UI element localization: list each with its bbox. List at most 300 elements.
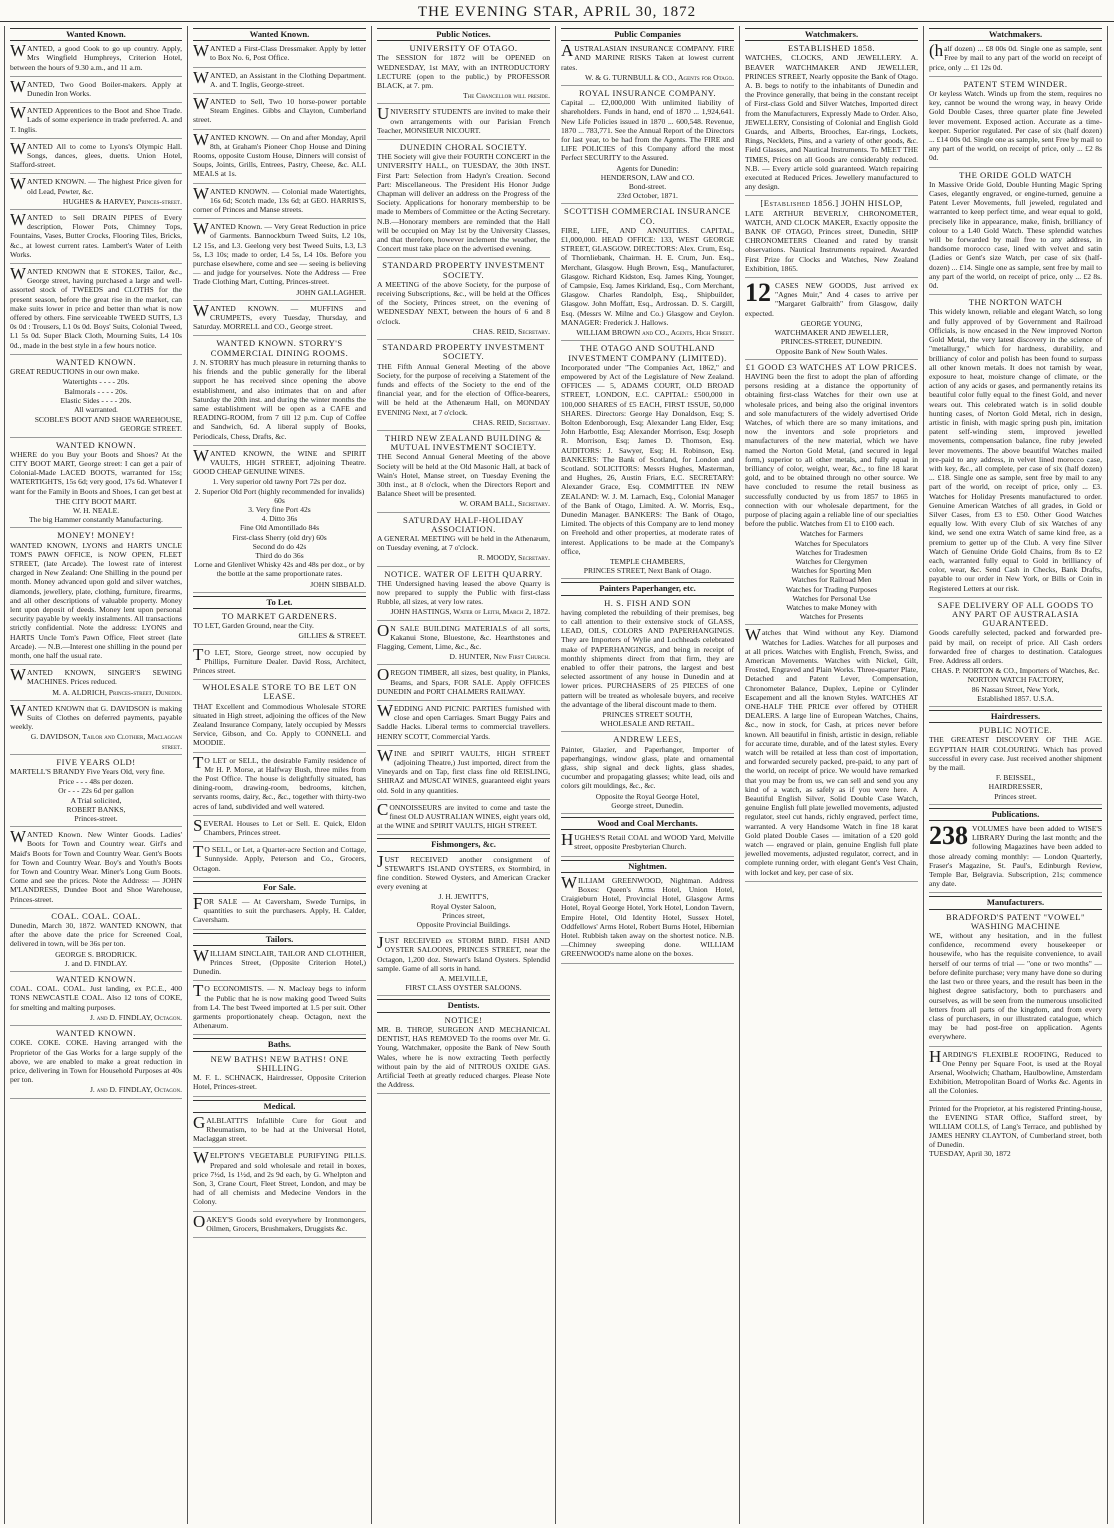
ad-body: VOLUMES have been added to WISE'S LIBRARY During the last month; and the following Magazines have been added to those already coming monthly: — London Quarterly, Fraser's Magazine, St. Paul's, Edinburgh Review, Temple Bar, Belgravia. Subscription, 21s; commence any date.	[929, 824, 1102, 889]
advertisement	[193, 129, 366, 184]
ad-line: Watches for Clergymen	[795, 556, 868, 566]
ad-signature: J. and D. FINDLAY, Octagon.	[89, 1012, 182, 1022]
ad-headline: WANTED KNOWN.	[55, 974, 136, 985]
ad-lines	[10, 497, 182, 525]
ad-big-number: 238	[929, 821, 968, 851]
advertisement	[377, 933, 550, 996]
ad-lines	[193, 477, 366, 578]
ad-lines	[745, 319, 918, 356]
ad-body: GREAT REDUCTIONS in our own make.	[10, 367, 140, 377]
advertisement	[193, 894, 366, 930]
advertisement	[745, 199, 918, 278]
ad-line: J. H. JEWITT'S,	[438, 892, 489, 902]
ad-body: WANTED, Two Good Boiler-makers. Apply at Dunedin Iron Works.	[10, 76, 182, 99]
ad-line: A Trial solicited,	[70, 795, 122, 805]
advertisement	[10, 264, 182, 355]
advertisement	[377, 343, 550, 431]
ad-body: WILLIAM GREENWOOD, Nightman. Address Boxes: Queen's Arms Hotel, Union Hotel, Craigieburn Hotel, Provincial Hotel, Glasgow Arms Hotel, Royal George Hotel, York Hotel, London Tavern, Empire Hotel, Old Identity Hotel, Sussex Hotel, Oddfellows' Arms Hotel, Robert Burns Hotel, Hibernian Hotel. Rubbish taken away on the shortest notice. N.B.—Chimney sweeping done. WILLIAM GREENWOOD's name alone on the boxes.	[561, 872, 734, 959]
ad-body: WANTED Known. New Winter Goods. Ladies' Boots for Town and Country wear. Girl's and Maid's Boots for Town and Country Wear. Gent's Boots for Town and Country Wear. Boy's and Youth's Boots for Town and Country Wear. Miner's Long Gum Boots. Come and see the prices. Note the Address: — JOHN M'LANDRESS, Dundee Boot and Shoe Warehouse, Princes-street.	[10, 827, 182, 904]
advertisement	[10, 531, 182, 665]
section-heading: Hairdressers.	[929, 710, 1102, 723]
section-heading: Dentists.	[377, 999, 550, 1012]
ad-line: A. MELVILLE,	[439, 974, 488, 984]
advertisement	[193, 67, 366, 94]
ad-body: THE Society will give their FOURTH CONCERT in the UNIVERSITY HALL, on TUESDAY, the 30th INST. First Part: Selection from Hadyn's Creation. Second Part: Miscellaneous. The President His Honor Judge Chapman will deliver an address on the Progress of the Society. Applications for honorary membership to be made to Members of Committee or the Acting Secretary. N.B.—Honorary members are reminded that the Hall will be occupied on May 1st by the University Classes, and that therefore, however inclement the weather, the Concert must take place on the advertised evening.	[377, 152, 550, 254]
ad-body: OREGON TIMBER, all sizes, best quality, in Planks, Beams, and Spars, FOR SALE. Apply OFFICES DUNEDIN and PORT CHALMERS RAILWAY.	[377, 665, 550, 696]
ad-line: HENDERSON, LAW and CO.	[600, 172, 695, 182]
ad-line: Or - - - 22s 6d per gallon	[58, 786, 134, 796]
advertisement	[929, 821, 1102, 893]
ad-body: TO SELL, or Let, a Quarter-acre Section and Cottage, Sunnyside. Apply, Peterson and Co., Grocers, Octagon.	[193, 842, 366, 873]
ad-headline: WANTED KNOWN.	[55, 1028, 136, 1039]
advertisement	[10, 76, 182, 103]
ad-line: Agents for Dunedin:	[616, 163, 679, 173]
ad-signature: W. & G. TURNBULL & CO., Agents for Otago.	[585, 72, 734, 82]
ad-headline: WANTED KNOWN.	[55, 439, 136, 450]
masthead-title: THE EVENING STAR, APRIL 30, 1872	[417, 4, 697, 20]
ad-body: HUGHES'S Retail COAL and WOOD Yard, Melville street, opposite Presbyterian Church.	[561, 830, 734, 852]
advertisement	[193, 183, 366, 220]
advertisement	[377, 516, 550, 567]
ad-line: Elastic Sides - - - - 20s.	[60, 395, 132, 405]
advertisement	[377, 799, 550, 836]
ad-body: WANTED KNOWN, LYONS and HARTS UNCLE TOM'S PAWN OFFICE, is NOW OPEN, FLEET STREET, (late Arcade). The lowest rate of interest charged in New Zealand: One Shilling in the pound per month. Money advanced upon gold and silver watches, diamonds, jewellery, plate, clothing, furniture, firearms, and all other descriptions of valuable property. Money lent upon deposit of deeds. Money lent upon personal security payable by weekly instalments. All transactions strictly confidential. Note the address: LYONS and HARTS Uncle Tom's Pawn Office, Fleet street (late Arcade). — N.B.—Interest one shilling in the pound per month, one half the usual rate.	[10, 540, 182, 660]
advertisement	[929, 298, 1102, 598]
ad-headline: WHOLESALE STORE TO BE LET ON LEASE.	[202, 682, 357, 702]
ad-line: FIRST CLASS OYSTER SALOONS.	[405, 983, 522, 993]
ad-body: THAT Excellent and Commodious Wholesale STORE situated in High street, adjoining the offices of the New Zealand Insurance Company, lately occupied by Messrs Service, Gibson, and Co. Apply to CONNELL and MOODIE.	[193, 701, 366, 748]
ad-headline: THE NORTON WATCH	[968, 297, 1063, 308]
ad-body: MARTELL'S BRANDY Five Years Old, very fine.	[10, 767, 165, 777]
ad-line: George street, Dunedin.	[611, 800, 684, 810]
ad-line: Watches for Farmers	[799, 529, 864, 539]
ad-body: WANTED Apprentices to the Boot and Shoe Trade. Lads of some experience in trade preferred. A. and T. Inglis.	[10, 103, 182, 134]
ad-lines	[377, 892, 550, 929]
section-heading: Watchmakers.	[745, 28, 918, 41]
ad-lines	[745, 529, 918, 621]
ad-headline: STANDARD PROPERTY INVESTMENT SOCIETY.	[382, 342, 545, 362]
ad-headline: WANTED KNOWN. STORRY'S COMMERCIAL DINING ROOMS.	[210, 338, 349, 358]
ad-body: J. N. STORRY has much pleasure in returning thanks to his friends and the public generally for the liberal support he has received since opening the above establishment, and also intimates that on and after Saturday the 20th inst. and during the winter months the same establishment will be open as a CAFE and READING-ROOM, from 7 till 12 p.m. Cup of Coffee and Sandwich, 6d. A liberal supply of Books, Periodicals, Chess, Drafts, &c.	[193, 357, 366, 441]
advertisement	[10, 210, 182, 264]
ad-line: WHOLESALE AND RETAIL.	[600, 719, 695, 729]
ad-body: WANTED a First-Class Dressmaker. Apply by letter to Box No. 6, Post Office.	[193, 41, 366, 63]
ad-body: TO LET, Garden Ground, near the City.	[193, 621, 314, 631]
ad-line: Bond-street.	[628, 182, 667, 192]
advertisement	[10, 700, 182, 755]
ad-line: NORTON WATCH FACTORY,	[967, 675, 1064, 685]
column-3	[372, 26, 556, 1524]
ad-body: WHERE do you Buy your Boots and Shoes? At the CITY BOOT MART, George street: I can get a pair of Colonial-Made LACED BOOTS, warranted for 15s; WATERTIGHTS, 15s 6d; very good, 17s 6d. Whatever I want for the Family in Boots and Shoes, I can get best at	[10, 449, 182, 496]
ad-line: PRINCES STREET SOUTH,	[602, 710, 693, 720]
section-heading: Wanted Known.	[10, 28, 182, 41]
advertisement	[193, 644, 366, 681]
advertisement	[377, 665, 550, 701]
ad-headline: THE OTAGO AND SOUTHLAND INVESTMENT COMPANY (LIMITED).	[568, 343, 727, 363]
advertisement	[745, 363, 918, 626]
ad-body: HAVING been the first to adopt the plan of affording persons residing at a distance the opportunity of obtaining first-class Watches for their own use at wholesale prices, and being also the original inventors and sole manufacturers of the widely advertised Oride Watches, of which there are so many imitations, and now the inventors and sole proprietors and manufacturers of the new material, which we have named the Norton Gold Metal, (and secured in legal form,) superior to all other metals, and fully equal in brilliancy of color, weight, wear, &c., to fine 18 karat gold, and to be obtained through no other source. We have concluded to resume the retail business as successfully conducted by us from 1857 to 1865 in connection with our wholesale department, for the purpose of placing again a reliable line of our specialties before the public. Watches from £1 to £100 each.	[745, 371, 918, 529]
ad-headline: ESTABLISHED 1858.	[787, 43, 876, 54]
ad-headline: MONEY! MONEY!	[57, 530, 135, 541]
ad-line: Watches for Sporting Men	[791, 566, 872, 576]
section-heading: Public Companies	[561, 28, 734, 41]
advertisement	[377, 851, 550, 934]
ad-lines	[561, 792, 734, 810]
ad-headline: £1 GOOD £3 WATCHES AT LOW PRICES.	[745, 361, 918, 372]
ad-signature: The Chancellor will preside.	[462, 91, 550, 101]
advertisement	[377, 44, 550, 104]
ad-line: All warranted.	[74, 404, 118, 414]
ad-line: W. H. NEALE.	[72, 505, 120, 515]
advertisement	[10, 665, 182, 701]
ad-body: FIRE, LIFE, AND ANNUITIES. CAPITAL, £1,000,000. HEAD OFFICE: 133, WEST GEORGE STREET, GLASGOW. DIRECTORS: Alex. Crum, Esq., of Thornliebank, Chairman. H. E. Crum, Jun. Esq., Merchant, Glasgow. Hugh Brown, Esq., Manufacturer, Glasgow. Richard Kidston, Esq. James King, Younger, of Campsie, Esq. James Kirkland, Esq., Corn Merchant, Glasgow. Charles Randolph, Esq., Shipbuilder, Glasgow. John Moffatt, Esq., Ardrossan. D. S. Cargill, Esq. (Messrs W. Milne and Co.) Glasgow and Ceylon. MANAGER: Frederick J. Hallows.	[561, 225, 734, 327]
advertisement	[10, 758, 182, 827]
ad-lines	[561, 710, 734, 728]
advertisement	[10, 441, 182, 529]
ad-line: WATCHMAKER AND JEWELLER,	[774, 328, 889, 338]
ad-headline: SAFE DELIVERY OF ALL GOODS TO ANY PART OF AUSTRALASIA GUARANTEED.	[937, 599, 1094, 629]
ad-line: PRINCES-STREET, DUNEDIN.	[780, 337, 883, 347]
advertisement	[929, 913, 1102, 1047]
ad-line: 3. Very fine Port 42s	[248, 504, 311, 514]
ad-signature: W. ORAM BALL, Secretary.	[459, 499, 550, 509]
ad-body: AUSTRALASIAN INSURANCE COMPANY. FIRE AND MARINE RISKS Taken at lowest current rates.	[561, 41, 734, 72]
ad-body: THE Fifth Annual General Meeting of the above Society, for the purpose of receiving a Statement of the funds and effects of the Society to the end of the financial year, and for the election of Office-bearers, will be held at the Athenæum Hall, on MONDAY EVENING Next, at 7 o'clock.	[377, 361, 550, 417]
section-heading: Baths.	[193, 1038, 366, 1051]
ad-lines	[377, 974, 550, 992]
ad-line: Opposite the Royal George Hotel,	[595, 791, 700, 801]
ad-line: Lorne and Glenlivet Whisky 42s and 48s per doz., or by the bottle at the same proportionate rates.	[194, 560, 365, 579]
section-heading: To Let.	[193, 596, 366, 609]
ad-headline: DUNEDIN CHORAL SOCIETY.	[399, 142, 528, 153]
ad-body: WANTED, a good Cook to go up country. Apply, Mrs Wingfield Humphreys, Criterion Hotel, between the hours of 9.30 a.m., and 11 a.m.	[10, 41, 182, 72]
ad-lines	[561, 164, 734, 201]
ad-body: UNIVERSITY STUDENTS are invited to make their own arrangements with our Parisian French Teacher, MONSIEUR NICOURT.	[377, 104, 550, 135]
advertisement	[377, 261, 550, 340]
ad-line: Price - - - 48s per dozen.	[58, 777, 134, 787]
ad-body: COKE. COKE. COKE. Having arranged with the Proprietor of the Gas Works for a large supply of the above, we are enabled to make a great reduction in price, delivering in Town for Household Purposes at 40s per ton.	[10, 1038, 182, 1085]
ad-body: WELPTON'S VEGETABLE PURIFYING PILLS. Prepared and sold wholesale and retail in boxes, price 7½d, 1s 1½d, and 2s 9d each, by G. Whelpton and Son, 3, Crane Court, Fleet Street, London, and may be had of all chemists and Medecine Vendors in the Colony.	[193, 1148, 366, 1207]
advertisement	[193, 1112, 366, 1149]
ad-body: Or keyless Watch. Winds up from the stem, requires no key, cannot be wound the wrong way, in heavy Oride Gold Double Cases, three quarter plate fine Jeweled lever movement. Exposed action. Accurate as a time-keeper. Superior regulated. Per case of six (half dozen) ... £14 00s 0d. Single one as sample, sent Free by mail to any part of the world, on receipt of price, only ... £2 8s 0d.	[929, 89, 1102, 163]
ad-body: THE Second Annual General Meeting of the above Society will be held at the Old Masonic Hall, at back of Wain's Hotel, Manse street, on Tuesday Evening the 30th inst., at 8 o'clock, when the Directors Report and Balance Sheet will be presented.	[377, 452, 550, 499]
column-4	[556, 26, 740, 1524]
advertisement	[10, 1029, 182, 1098]
advertisement	[377, 104, 550, 140]
imprint-date: TUESDAY, April 30, 1872	[929, 1148, 1011, 1158]
advertisement	[561, 207, 734, 341]
ad-line: Third do do 36s	[255, 550, 304, 560]
ad-line: Princes street.	[994, 791, 1037, 801]
ad-body: M. F. L. SCHNACK, Hairdresser, Opposite Criterion Hotel, Princes-street.	[193, 1073, 366, 1092]
advertisement	[929, 601, 1102, 707]
advertisement	[193, 339, 366, 445]
ad-line: J. and D. FINDLAY.	[64, 958, 128, 968]
ad-headline: PATENT STEM WINDER.	[963, 78, 1068, 89]
ad-line: Royal Oyster Saloon,	[430, 901, 497, 911]
ad-line: HAIRDRESSER,	[988, 782, 1043, 792]
advertisement	[193, 1055, 366, 1097]
ad-signature: HUGHES & HARVEY, Princes-street.	[62, 196, 182, 206]
ad-line: Watches for Railroad Men	[791, 575, 872, 585]
ad-lines	[929, 666, 1102, 703]
advertisement	[10, 975, 182, 1026]
advertisement	[561, 599, 734, 733]
ad-line: THE CITY BOOT MART.	[55, 496, 137, 506]
ad-line: 86 Nassau Street, New York,	[971, 684, 1060, 694]
ad-headline: NOTICE. WATER OF LEITH QUARRY.	[384, 568, 543, 579]
ad-signature: R. MOODY, Secretary.	[477, 553, 550, 563]
column-5	[740, 26, 924, 1524]
advertisement	[193, 842, 366, 878]
ad-line: PRINCES STREET, Next Bank of Otago.	[583, 566, 712, 576]
advertisement	[193, 683, 366, 752]
advertisement	[193, 981, 366, 1035]
ad-body: A GENERAL MEETING will be held in the Athenæum, on Tuesday evening, at 7 o'clock.	[377, 533, 550, 553]
newspaper-page	[4, 26, 1110, 1524]
ad-body: WANTED KNOWN, SINGER'S SEWING MACHINES. Prices reduced.	[10, 665, 182, 687]
advertisement	[377, 745, 550, 800]
ad-body: MR. B. THROP, SURGEON AND MECHANICAL DENTIST, HAS REMOVED To the rooms over Mr. G. Young, Watchmaker, opposite the Bank of New South Wales, where he is now extracting Teeth perfectly without pain by the aid of NITROUS OXIDE GAS. Artificial Teeth at greatly reduced charges. Please Note the Address.	[377, 1024, 550, 1090]
ad-body: CONNOISSEURS are invited to come and taste the finest OLD AUSTRALIAN WINES, eight years old, at the WINE and SPIRIT VAULTS, HIGH STREET.	[377, 799, 550, 831]
ad-headline: ROYAL INSURANCE COMPANY.	[578, 88, 717, 99]
ad-lines	[10, 777, 182, 823]
ad-body: WANTED KNOWN. — On and after Monday, April 8th, at Graham's Pioneer Chop House and Dining Rooms, opposite Custom House, Dinners will consist of Soups, Joints, Grills, Entrees, Pastry, Cheese, &c. ALL MEALS at 1s.	[193, 129, 366, 179]
ad-lines	[929, 773, 1102, 801]
ad-headline: THIRD NEW ZEALAND BUILDING & MUTUAL INVESTMENT SOCIETY.	[384, 432, 543, 453]
advertisement	[561, 872, 734, 964]
ad-line: 1. Very superior old tawny Port 72s per doz.	[212, 477, 347, 487]
advertisement	[377, 620, 550, 666]
ad-body: COAL. COAL. COAL. Just landing, ex P.C.E., 400 TONS NEWCASTLE COAL. Also 12 tons of COKE, for smelting and malting purposes.	[10, 984, 182, 1012]
advertisement	[929, 1046, 1102, 1101]
advertisement	[561, 735, 734, 814]
section-heading: Manufacturers.	[929, 896, 1102, 909]
advertisement	[10, 138, 182, 175]
ad-signature: J. and D. FINDLAY, Octagon.	[89, 1085, 182, 1095]
ad-line: CHAS. P. NORTON & CO., Importers of Watches, &c.	[931, 666, 1100, 676]
advertisement	[745, 278, 918, 360]
ad-body: LATE ARTHUR BEVERLY, CHRONOMETER, WATCH, AND CLOCK MAKER, Exactly opposite the BANK OF OTAGO, Princes street, Dunedin, SHIP CHRONOMETERS Cleaned and rated by transit observations. Nautical Instruments repaired. Awarded First Prize for Clocks and Watches, New Zealand Exhibition, 1865.	[745, 208, 918, 273]
advertisement	[561, 830, 734, 856]
advertisement	[193, 445, 366, 593]
ad-body: WANTED KNOWN, the WINE and SPIRIT VAULTS, HIGH STREET, adjoining Theatre. GOOD CHEAP GENUINE WINES.	[193, 445, 366, 477]
ad-headline: STANDARD PROPERTY INVESTMENT SOCIETY.	[382, 260, 545, 280]
advertisement	[193, 94, 366, 130]
ad-body: SEVERAL Houses to Let or Sell. E. Quick, Eldon Chambers, Princes street.	[193, 815, 366, 838]
ad-line: GEORGE YOUNG,	[800, 318, 863, 328]
ad-body: WANTED KNOWN. — Colonial made Watertights, 16s 6d; Scotch made, 13s 6d; at GEO. HARRIS'S, corner of Princes and Manse streets.	[193, 183, 366, 215]
ad-body: OAKEY'S Goods sold everywhere by Ironmongers, Oilmen, Grocers, Brushmakers, Druggists &c.	[193, 1211, 366, 1233]
ad-headline: FIVE YEARS OLD!	[56, 756, 136, 767]
advertisement	[377, 701, 550, 746]
advertisement	[561, 41, 734, 86]
ad-body: Incorporated under "The Companies Act, 1862," and empowered by Act of the Legislature of New Zealand. OFFICES — 5, ADAMS COURT, OLD BROAD STREET, LONDON, E.C. CAPITAL: £500,000 in 100,000 SHARES of £5 EACH, FIRST ISSUE, 50,000 SHARES. Directors: George Hay Donaldson, Esq; S. Bolton Edenborough, Esq; Alexander Lang Elder, Esq; John Harbottle, Esq; Alexander Morrison, Esq; Joseph R. Morrison, Esq; James D. Thomson, Esq. AUDITORS: J. Sawyer, Esq; H. Robinson, Esq. BANKERS: The Bank of Scotland, for London and Scotland. SOLICITORS: Messrs Hughes, Masterman, and Hughes, 26, Austin Friars, E.C. SECRETARY: Alexander Grace, Esq. COMMITTEE IN NEW ZEALAND: W. J. M. Larnach, Esq., Colonial Manager of the Bank of Otago, Limited. A. W. Morris, Esq., Dunedin Manager. BANKERS: The Bank of Otago, Limited. The objects of this Company are to lend money on Freehold and other properties, at moderate rates of interest. Applications to be made at the Company's office,	[561, 362, 734, 556]
ad-line: Opposite Provincial Buildings.	[416, 920, 511, 930]
ad-body: Capital ... £2,000,000 With unlimited liability of shareholders. Funds in hand, end of 1870 ... 1,924,641. New Life Policies issued in 1870 ... 600,548. Revenue, 1870 ... 783,771. See the Annual Report of the Directors for last year, to be had from the Agents. The FIRE and LIFE POLICIES of this Company afford the most Perfect SECURITY to the Assured.	[561, 98, 734, 163]
ad-body: WANTED KNOWN. — The highest Price given for old Lead, Pewter, &c.	[10, 174, 182, 196]
section-heading: For Sale.	[193, 881, 366, 894]
advertisement	[193, 1211, 366, 1238]
ad-line: Princes-street.	[74, 814, 118, 824]
ad-headline: BRADFORD'S PATENT "VOWEL" WASHING MACHINE	[945, 911, 1085, 931]
ad-headline: WANTED KNOWN.	[55, 356, 136, 367]
ad-body: WANTED to Sell DRAIN PIPES of Every description, Flower Pots, Chimney Tops, Fountains, Vases, Butter Crocks, Flooring Tiles, Bricks, &c., at lowest current rates. Lambert's Water of Leith Works.	[10, 210, 182, 259]
advertisement	[10, 358, 182, 438]
ad-line: First-class Sherry (old dry) 60s	[232, 532, 327, 542]
ad-headline: UNIVERSITY OF OTAGO.	[409, 43, 518, 54]
ad-line: Watches for Speculators	[794, 538, 869, 548]
advertisement	[929, 41, 1102, 77]
ad-headline: NEW BATHS! NEW BATHS! ONE SHILLING.	[210, 1053, 349, 1073]
advertisement	[193, 612, 366, 645]
ad-body: WANTED Known. — Very Great Reduction in price of Garments. Bannockburn Tweed Suits, L2 10s, L2 15s, and L3. Geelong very best Tweed Suits, L3, L3 5s, L3 10s; made to order, L4 5s, L4 10s. Before you purchase elsewhere, come and see — seeing is believing — and judge for yourselves. Note the Address — Free Trade Clothing Mart, Cutting, Princes-street.	[193, 219, 366, 287]
ad-body: This widely known, reliable and elegant Watch, so long and fully approved of by Government and Railroad Officials, is now encased in the New improved Norton Gold Metal, the very latest discovery in the science of "metallurgy," which for hardness, durability, and brilliancy of color and polish has been found to surpass all other known metals. It does not tarnish by wear, exposure to heat, moisture change of climate, or the action of any acids or gases, and permanently retains its beautiful color fully equal to the finest Gold, and never wears out. This celebrated watch is in solid double hunting cases, of Norton Gold Metal, rich in design, artistic in finish, with magic spring push pin, imitation patent self-winding stem, improved jewelled movements, compensation balance, fine ruby jeweled lever movements. The above beautiful Watches mailed pre-paid to any address, in velvet lined morocco case, with key, &c., all complete, per case of six (half dozen) ... £18. Single one as sample, sent free by mail to any part of the world, on receipt of price, only ... £3. Watches for Holiday Presents manufactured to order. Genuine American Watches of all grades, in Gold or Silver Cases, from £3 to £50. Other Good Watches equally low. With every Club of six Watches of any kind, we send one extra Watch of same kind free, as a premium to getter up of the Club. A very fine Silver Watch of Genuine Oride Gold Chains, from 8s to £2 each, warranted fully equal to Gold in brilliancy of color, wear, &c. Send Cash in Checks, Bank Drafts, payable to our order in New York, or Bills or Coin in Registered Letters at our risk.	[929, 307, 1102, 593]
advertisement	[10, 103, 182, 139]
ad-line: 23rd October, 1871.	[617, 191, 678, 201]
column-1	[4, 26, 188, 1524]
ad-body: In Massive Oride Gold, Double Hunting Magic Spring Cases, elegantly engraved, or engine-turned, genuine a Patent Lever Movements, full jeweled, regulated and warranted to keep perfect time, and wear equal to gold, precisely like in appearance, make, finish, brilliancy of colour to a L40 Gold Watch. These splendid watches will be forwarded by mail free to any address, in handsome morocco case, lined with velvet and satin (Ladies or Gent's size Watch, per case of six (half-dozen) ... £14. Single one as sample, sent free by mail to any part of the world, on receipt of price, only ... £2 8s. 0d.	[929, 179, 1102, 291]
section-heading: Medical.	[193, 1100, 366, 1113]
ad-body: WANTED All to come to Lyons's Olympic Hall. Songs, dances, glees, duetts. Union Hotel, Stafford-street.	[10, 138, 182, 170]
ad-line: Watches for Personal Use	[792, 593, 871, 603]
ad-line: Princes street,	[442, 910, 485, 920]
ad-signature: JOHN GALLAGHER.	[296, 287, 366, 297]
ad-headline: SATURDAY HALF-HOLIDAY ASSOCIATION.	[402, 514, 525, 534]
ad-body: WINE and SPIRIT VAULTS, HIGH STREET (adjoining Theatre,) Just imported, direct from the Vineyards and on Tap, first class fine old REISLING, SHIRAZ and MUSCAT WINES, guaranteed eight years old. Sold in any quantities.	[377, 745, 550, 795]
advertisement	[10, 41, 182, 77]
ad-line: Fine Old Amontillado 84s	[239, 523, 320, 533]
ad-headline: TO MARKET GARDENERS.	[221, 610, 338, 621]
ad-line: F. BEISSEL,	[995, 773, 1036, 783]
advertisement	[561, 344, 734, 579]
advertisement	[745, 44, 918, 196]
ad-body: having completed the rebuilding of their premises, beg to call attention to their extensive stock of GLASS, LEAD, OILS, COLORS AND PAPERHANGINGS. They are Importers of Wylie and Lochheads celebrated make of PAPERHANGINGS, and being in receipt of monthly shipments direct from that firm, they are enabled to offer their patrons, the largest and best selected assortment of any house in Dunedin and at lower prices. PURCHASERS of 25 PIECES of one pattern will be treated as wholesale buyers, and receive the advantage of the liberal discount made to them.	[561, 607, 734, 709]
advertisement	[745, 625, 918, 881]
ad-body: TO ECONOMISTS. — N. Macleay begs to inform the Public that he is now making good Tweed Suits from L4. The best Tweed imported at 1.5 per suit. Other garments proportionately cheap. Octagon, next the Athenæum.	[193, 981, 366, 1031]
ad-body: THE GREATEST DISCOVERY OF THE AGE. EGYPTIAN HAIR COLOURING. Which has proved successful in every case. Just received another shipment by the mail.	[929, 735, 1102, 773]
ad-body: FOR SALE — At Caversham, Swede Turnips, in quantities to suit the purchasers. Apply, H. Calder, Caversham.	[193, 894, 366, 925]
ad-lines	[10, 950, 182, 968]
ad-body: Goods carefully selected, packed and forwarded pre-paid by mail, on receipt of price. All Cash orders forwarded free of charges to destination. Catalogues Free. Address all orders.	[929, 628, 1102, 665]
column-2	[188, 26, 372, 1524]
ad-line: 2. Superior Old Port (highly recommended for invalids) 60s	[194, 486, 365, 505]
advertisement	[377, 434, 550, 513]
advertisement	[377, 1016, 550, 1095]
ad-body: TO LET or SELL, the desirable Family residence of Mr H. P. Morse, at Halfway Bush, three miles from the Post Office. The house is delightfully situated, has dining-room, drawing-room, bedrooms, kitchen, servants rooms, dairy, &c., &c., together with thirty-two acres of land, subdivided and well watered.	[193, 752, 366, 811]
ad-line: The big Hammer constantly Manufacturing.	[29, 515, 163, 525]
ad-signature: D. HUNTER, New First Church.	[449, 652, 550, 662]
section-heading: Publications.	[929, 808, 1102, 821]
section-heading: Watchmakers.	[929, 28, 1102, 41]
advertisement	[929, 80, 1102, 168]
advertisement	[10, 912, 182, 972]
ad-body: THE Undersigned having leased the above Quarry is now prepared to supply the Public with first-class Rubble, all sizes, at very low rates.	[377, 578, 550, 607]
advertisement	[193, 219, 366, 301]
ad-body: CASES NEW GOODS, Just arrived ex "Agnes Muir," And 4 cases to arrive per "Margaret Galbraith" from Glasgow, daily expected.	[745, 281, 918, 318]
ad-line: Established 1857. U.S.A.	[977, 693, 1054, 703]
ad-signature: M. A. ALDRICH, Princes-street, Dunedin.	[52, 687, 182, 697]
ad-body: (half dozen) ... £8 00s 0d. Single one as sample, sent Free by mail to any part of the world on receipt of price, only ... £1 12s 0d.	[929, 41, 1102, 72]
ad-headline: PUBLIC NOTICE.	[978, 725, 1053, 736]
advertisement	[193, 1148, 366, 1211]
ad-line: Watches for Presents	[799, 612, 864, 622]
ad-line: ROBERT BANKS,	[66, 804, 126, 814]
advertisement	[377, 143, 550, 258]
ad-body: Watches that Wind without any Key. Diamond Watches for Ladies. Watches for all purposes and at all prices. Watches with English, French, Swiss, and American Movements. Watches with Nickel, Gilt, Frosted, Engraved and Plain Works. Three-quarter Plate, Detached and Patent Lever, Compensation, Chronometer Balance, Duplex, Lepine or Cylinder Escapement and all the known Styles. WATCHES AT ONE-HALF THE PRICE ever offered by OTHER DEALERS. A large line of European Watches, Chains, &c., now in stock, for Cash, at prices never before known. All beautiful in finish, artistic in design, reliable for accurate time, durable, and of the latest styles. Every watch will be retailed at less than cost of importation, and forwarded securely packed, pre-paid, to any part of the world, on receipt of price. We would have remarked that you may be from us, we can sell and send you any kind of a watch, as safely as if you were here. A Beautiful English Silver, Solid Double Case Watch, genuine English full plate jewelled movements, adjusted regulator, steel cut hands, richly engraved, perfect time, warranted. A very Handsome Watch in fine 18 karat Gold plated Double Cases — imitation of a £20 gold watch — engraved or plain, genuine English full plate jewelled movements, adjusted regulator, correct, and in complete running order, with elegant Gent's Vest Chain, with locket and key, per case of six.	[745, 625, 918, 877]
ad-line: Second do do 42s	[252, 541, 307, 551]
ad-line: Watches to make Money with	[786, 602, 877, 612]
ad-headline: ANDREW LEES,	[613, 734, 682, 745]
ad-headline: COAL. COAL. COAL.	[51, 910, 141, 921]
ad-signature: WILLIAM BROWN and CO., Agents, High Street.	[576, 328, 734, 338]
ad-body: GALBLATTI'S Infallible Cure for Gout and Rheumatism, to be had at the Universal Hotel, Maclaggan street.	[193, 1112, 366, 1144]
ad-body: A MEETING of the above Society, for the purpose of receiving Subscriptions, &c., will be held at the Offices of the Society, Princes street, on the evening of WEDNESDAY NEXT, between the hours of 6 and 8 o'clock.	[377, 279, 550, 326]
ad-line: Watertights - - - - 20s.	[62, 377, 130, 387]
ad-line: TEMPLE CHAMBERS,	[609, 556, 686, 566]
ad-headline: H. S. FISH AND SON	[604, 597, 691, 608]
ad-body: Painter, Glazier, and Paperhanger, Importer of paperhangings, window glass, plate and ornamental glass, ship signal and deck lights, glass shades, cucumber and propagating glasses; white lead, oils and colors gilt mouldings, &c., &c.	[561, 744, 734, 791]
advertisement	[929, 171, 1102, 296]
ad-body: WANTED KNOWN. — MUFFINS and CRUMPETS, every Tuesday, Thursday, and Saturday. MORRELL and CO., George street.	[193, 300, 366, 332]
ad-line: GEORGE S. BRODRICK.	[55, 949, 137, 959]
ad-line: Opposite Bank of New South Wales.	[775, 346, 888, 356]
ad-signature: CHAS. REID, Secretary.	[472, 417, 550, 427]
section-heading: Wood and Coal Merchants.	[561, 817, 734, 830]
ad-signature: JOHN SIBBALD.	[310, 579, 366, 589]
ad-signature: JOHN HASTINGS, Water of Leith, March 2, 1872.	[390, 607, 550, 617]
advertisement	[10, 174, 182, 210]
ad-headline: NOTICE!	[444, 1014, 483, 1025]
ad-body: JUST RECEIVED ex STORM BIRD. FISH AND OYSTER SALOONS, PRINCES STREET, near the Octagon, 1,200 doz. Stewart's Island Oysters. Splendid sample. Game of all sorts in hand.	[377, 933, 550, 973]
ad-body: WILLIAM SINCLAIR, TAILOR AND CLOTHIER, Princes Street, (Opposite Criterion Hotel,) Dunedin.	[193, 945, 366, 977]
ad-line: 4. Ditto 36s	[261, 514, 298, 524]
printer-imprint: Printed for the Proprietor, at his registered Printing-house, the EVENING STAR Office, Stafford street, by WILLIAM COLLS, of Lang's Terrace, and published by JAMES HENRY CLAYTON, of Cumberland street, both of Dunedin.	[929, 1103, 1102, 1149]
advertisement	[929, 726, 1102, 805]
ad-line: Balmorals - - - - 20s.	[64, 386, 128, 396]
ad-signature: G. DAVIDSON, Tailor and Clothier, Maclaggan street.	[30, 732, 182, 751]
advertisement	[561, 89, 734, 204]
ad-body: WANTED KNOWN that G. DAVIDSON is making Suits of Clothes on deferred payments, payable weekly.	[10, 700, 182, 732]
ad-signature: SCOBLE'S BOOT AND SHOE WAREHOUSE, GEORGE STREET.	[34, 415, 182, 434]
masthead	[0, 0, 1114, 22]
ad-body: WATCHES, CLOCKS, AND JEWELLERY. A. BEAVER WATCHMAKER AND JEWELLER, PRINCES STREET, Nearly opposite the Bank of Otago. A. B. begs to notify to the inhabitants of Dunedin and the Province generally, that being in the constant receipt of First-class Gold and Silver Watches, Imported direct from the Manufacturers, Expressly Made to Order. Also, JEWELLERY, Consisting of Colonial and English Gold Guards, and Alberts, Brooches, Ear-rings, Lockets, Rings, Necklets, Pins, and a variety of other goods, &c. Field Glasses, and Nautical Instruments. To MEET THE TIMES, Prices on all Goods are considerably reduced. N.B. — Every article sold guaranteed. Watch repairing executed at Reduced Prices. Jewellery manufactured to any design.	[745, 53, 918, 192]
ad-body: WE, without any hesitation, and in the fullest confidence, recommend every housekeeper or housewife, who has the requisite convenience, to avail herself of our terms of trial — "one or two months" — before definite purchase; very many have done so during the last two or three years, and the result has been in the highest degree satisfactory, both to purchasers and ourselves, as will be seen from the numerous unsolicited letters from all parts of the kingdom, and from every class of purchasers, in our illustrated catalogue, which may be had post-free on application. Agents everywhere.	[929, 931, 1102, 1042]
ad-lines	[10, 377, 182, 414]
ad-body: Dunedin, March 30, 1872. WANTED KNOWN, that after the above date the price for Screened Coal, delivered in town, will be 36s per ton.	[10, 921, 182, 949]
column-6	[924, 26, 1108, 1524]
ad-line: Watches for Tradesmen	[795, 547, 868, 557]
ad-body: WANTED, an Assistant in the Clothing Department. A. and T. Inglis, George-street.	[193, 67, 366, 89]
ad-headline: [Established 1856.] JOHN HISLOP,	[760, 198, 903, 209]
ad-body: HARDING'S FLEXIBLE ROOFING, Reduced to One Penny per Square Foot, is used at the Royal Arsenal, Woolwich; Chatham, Haulbowline, Amsterdam Exhibition, Metropolitan Board of Works &c. Agents in all the Colonies.	[929, 1046, 1102, 1096]
advertisement	[193, 300, 366, 337]
section-heading: Fishmongers, &c.	[377, 838, 550, 851]
ad-body: WANTED KNOWN that E STOKES, Tailor, &c., George street, having purchased a large and well-assorted stock of TWEEDS and CLOTHS for the present season, before the great rise in the market, can make suits lower in price and better than what is now offered by others. Fine serviceable TWEED SUITS, L3 0s 0d : Trousers, L1 0s 0d. Boys' Suits, Colonial Tweed, L1 5s 0d. Super Black Cloth, Mourning Suits, L4 10s 0d., made in the best style in a few hours notice.	[10, 264, 182, 350]
advertisement	[193, 945, 366, 982]
advertisement	[377, 570, 550, 621]
ad-body: WEDDING AND PICNIC PARTIES furnished with close and open Carriages. Smart Buggy Pairs and Saddle Hacks. Liberal terms to commercial travellers. HENRY SCOTT, Commercial Yards.	[377, 701, 550, 741]
section-heading: Painters Paperhanger, etc.	[561, 582, 734, 595]
advertisement	[193, 41, 366, 67]
ad-signature: GILLIES & STREET.	[298, 631, 366, 641]
advertisement	[193, 752, 366, 816]
ad-body: WANTED to Sell, Two 10 horse-power portable Steam Engines. Gibbs and Clayton, Cumberland street.	[193, 94, 366, 125]
ad-headline: THE ORIDE GOLD WATCH	[959, 169, 1072, 180]
ad-body: TO LET, Store, George street, now occupied by Phillips, Furniture Dealer. David Ross, Architect, Princes street.	[193, 644, 366, 675]
advertisement	[193, 815, 366, 842]
ad-line: Watches for Trading Purposes	[785, 584, 878, 594]
